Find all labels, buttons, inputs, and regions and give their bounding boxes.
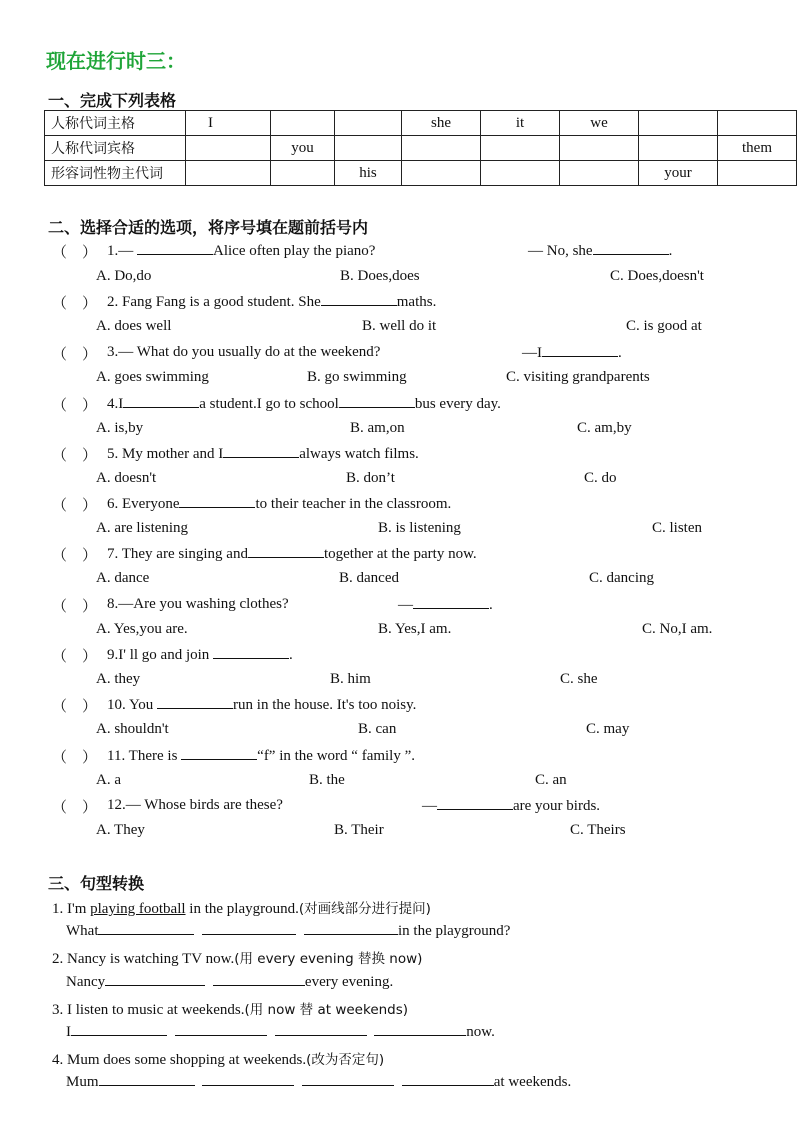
answer-blank[interactable] xyxy=(321,293,397,306)
answer-blank[interactable] xyxy=(213,646,289,659)
question-stem: 1.— Alice often play the piano? xyxy=(107,243,376,259)
option-c: C. Theirs xyxy=(570,822,626,838)
table-cell xyxy=(402,136,481,161)
answer-blank[interactable] xyxy=(202,1073,294,1086)
table-cell: you xyxy=(271,136,335,161)
table-row xyxy=(45,111,797,136)
answer-blank[interactable] xyxy=(437,797,513,810)
question-stem: 5. My mother and I always watch films. xyxy=(107,446,419,462)
section-1-heading: 一、完成下列表格 xyxy=(48,91,177,110)
answer-paren[interactable]: （ ） xyxy=(52,347,98,363)
transform-question: 4. Mum does some shopping at weekends.(改为否定句) xyxy=(52,1052,385,1068)
answer-paren[interactable]: （ ） xyxy=(52,548,98,564)
table-cell xyxy=(639,136,718,161)
page-title: 现在进行时三： xyxy=(46,49,186,73)
answer-blank[interactable] xyxy=(175,1023,267,1036)
transform-answer: What in the playground? xyxy=(66,923,511,939)
option-b: B. Does,does xyxy=(340,268,420,284)
option-b: B. Yes,I am. xyxy=(378,621,452,637)
transform-question: 3. I listen to music at weekends.(用 now 替 at weekends) xyxy=(52,1002,409,1018)
answer-paren[interactable]: （ ） xyxy=(52,398,98,414)
table-cell xyxy=(639,111,718,136)
answer-blank[interactable] xyxy=(98,922,194,935)
option-b: B. Their xyxy=(334,822,384,838)
underlined-phrase: playing football xyxy=(90,901,186,917)
option-c: C. is good at xyxy=(626,318,702,334)
transform-question: 2. Nancy is watching TV now.(用 every evening 替换 now) xyxy=(52,951,423,967)
answer-blank[interactable] xyxy=(157,696,233,709)
transform-answer: I now. xyxy=(66,1024,495,1040)
answer-blank[interactable] xyxy=(339,395,415,408)
table-cell xyxy=(402,161,481,186)
answer-blank[interactable] xyxy=(213,973,305,986)
table-cell: we xyxy=(560,111,639,136)
table-cell xyxy=(335,136,402,161)
answer-paren[interactable]: （ ） xyxy=(52,699,98,715)
question-stem: 2. Fang Fang is a good student. She maths. xyxy=(107,294,437,310)
table-row xyxy=(45,136,797,161)
pronoun-table xyxy=(44,110,797,186)
question-stem: 8.—Are you washing clothes? xyxy=(107,596,289,612)
answer-line: — . xyxy=(398,597,493,613)
answer-blank[interactable] xyxy=(593,242,669,255)
option-a: A. dance xyxy=(96,570,150,586)
answer-paren[interactable]: （ ） xyxy=(52,800,98,816)
option-a: A. goes swimming xyxy=(96,369,209,385)
question-stem: 10. You run in the house. It's too noisy. xyxy=(107,697,417,713)
answer-blank[interactable] xyxy=(71,1023,167,1036)
question-stem: 6. Everyone to their teacher in the classroom. xyxy=(107,496,452,512)
table-cell xyxy=(271,161,335,186)
question-stem: 12.— Whose birds are these? xyxy=(107,797,283,813)
answer-blank[interactable] xyxy=(181,747,257,760)
question-stem: 7. They are singing and together at the party now. xyxy=(107,546,477,562)
answer-blank[interactable] xyxy=(223,445,299,458)
table-cell xyxy=(481,161,560,186)
table-cell: his xyxy=(335,161,402,186)
option-b: B. danced xyxy=(339,570,399,586)
answer-paren[interactable]: （ ） xyxy=(52,498,98,514)
table-cell: them xyxy=(718,136,797,161)
option-a: A. Yes,you are. xyxy=(96,621,188,637)
table-cell xyxy=(718,111,797,136)
option-c: C. may xyxy=(586,721,630,737)
answer-line: —I . xyxy=(522,345,622,361)
table-cell xyxy=(560,136,639,161)
answer-paren[interactable]: （ ） xyxy=(52,649,98,665)
answer-paren[interactable]: （ ） xyxy=(52,245,98,261)
section-2-heading: 二、选择合适的选项，将序号填在题前括号内 xyxy=(48,218,369,237)
question-stem: 4.I a student.I go to school bus every day. xyxy=(107,396,501,412)
answer-paren[interactable]: （ ） xyxy=(52,296,98,312)
option-a: A. doesn't xyxy=(96,470,157,486)
answer-blank[interactable] xyxy=(248,545,324,558)
table-cell: she xyxy=(402,111,481,136)
answer-blank[interactable] xyxy=(302,1073,394,1086)
option-a: A. a xyxy=(96,772,121,788)
question-stem: 3.— What do you usually do at the weekend? xyxy=(107,344,381,360)
option-c: C. visiting grandparents xyxy=(506,369,650,385)
table-cell xyxy=(560,161,639,186)
answer-paren[interactable]: （ ） xyxy=(52,750,98,766)
option-c: C. do xyxy=(584,470,617,486)
transform-answer: Mum at weekends. xyxy=(66,1074,572,1090)
table-cell xyxy=(186,136,271,161)
answer-blank[interactable] xyxy=(99,1073,195,1086)
option-c: C. No,I am. xyxy=(642,621,713,637)
option-a: A. they xyxy=(96,671,141,687)
answer-blank[interactable] xyxy=(402,1073,494,1086)
answer-blank[interactable] xyxy=(413,596,489,609)
option-b: B. well do it xyxy=(362,318,437,334)
option-b: B. can xyxy=(358,721,397,737)
answer-blank[interactable] xyxy=(374,1023,466,1036)
option-c: C. she xyxy=(560,671,598,687)
option-a: A. shouldn't xyxy=(96,721,169,737)
option-b: B. is listening xyxy=(378,520,461,536)
table-cell xyxy=(481,136,560,161)
answer-blank[interactable] xyxy=(202,922,296,935)
answer-blank[interactable] xyxy=(123,395,199,408)
option-b: B. him xyxy=(330,671,371,687)
option-b: B. don’t xyxy=(346,470,395,486)
table-cell: it xyxy=(481,111,560,136)
option-c: C. am,by xyxy=(577,420,632,436)
table-cell xyxy=(335,111,402,136)
option-a: A. is,by xyxy=(96,420,144,436)
transform-question: 1. I'm playing football in the playground.(对画线部分进行提问) xyxy=(52,901,431,917)
answer-blank[interactable] xyxy=(542,344,618,357)
row-label: 人称代词宾格 xyxy=(45,136,186,161)
answer-blank[interactable] xyxy=(137,242,213,255)
option-a: A. Do,do xyxy=(96,268,152,284)
row-label: 形容词性物主代词 xyxy=(45,161,186,186)
table-row xyxy=(45,161,797,186)
table-cell xyxy=(271,111,335,136)
option-c: C. listen xyxy=(652,520,703,536)
option-a: A. does well xyxy=(96,318,172,334)
question-stem: 11. There is “f” in the word “ family ”. xyxy=(107,748,416,764)
table-cell xyxy=(186,161,271,186)
section-3-heading: 三、句型转换 xyxy=(48,874,145,893)
question-stem: 9.I' ll go and join . xyxy=(107,647,293,663)
option-c: C. Does,doesn't xyxy=(610,268,704,284)
answer-line: — are your birds. xyxy=(422,798,601,814)
option-b: B. am,on xyxy=(350,420,405,436)
option-b: B. go swimming xyxy=(307,369,407,385)
option-b: B. the xyxy=(309,772,345,788)
row-label: 人称代词主格 xyxy=(45,111,186,136)
answer-blank[interactable] xyxy=(179,495,255,508)
answer-blank[interactable] xyxy=(105,973,205,986)
option-c: C. dancing xyxy=(589,570,654,586)
table-cell: your xyxy=(639,161,718,186)
option-a: A. are listening xyxy=(96,520,189,536)
option-c: C. an xyxy=(535,772,567,788)
answer-blank[interactable] xyxy=(275,1023,367,1036)
answer-paren[interactable]: （ ） xyxy=(52,448,98,464)
answer-paren[interactable]: （ ） xyxy=(52,599,98,615)
option-a: A. They xyxy=(96,822,145,838)
table-cell xyxy=(718,161,797,186)
answer-line: — No, she . xyxy=(528,243,673,259)
transform-answer: Nancy every evening. xyxy=(66,974,394,990)
answer-blank[interactable] xyxy=(304,922,398,935)
table-cell: I xyxy=(186,111,271,136)
